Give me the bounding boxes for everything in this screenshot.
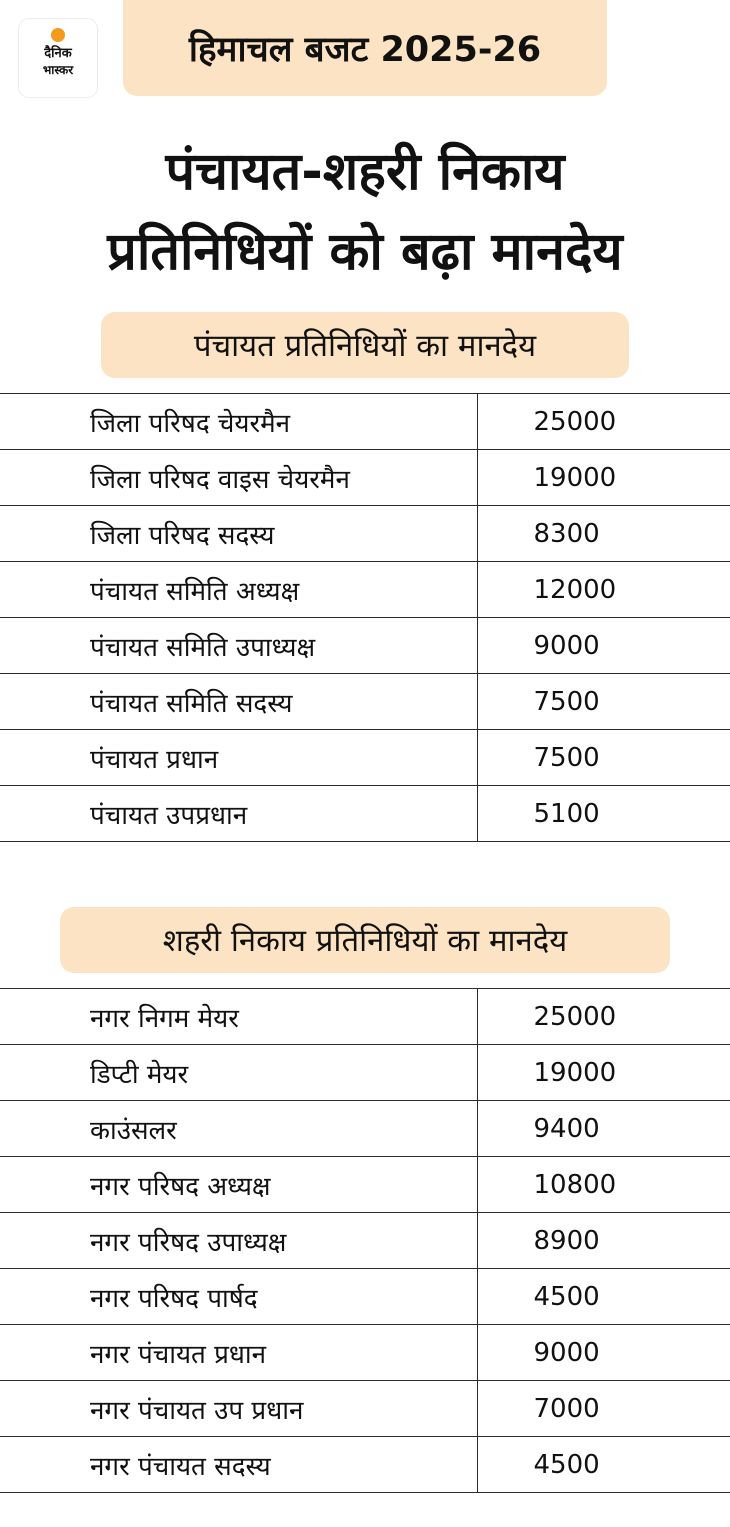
row-value: 8900 [477, 1213, 730, 1269]
row-label: पंचायत समिति सदस्य [0, 674, 477, 730]
row-label: नगर पंचायत उप प्रधान [0, 1381, 477, 1437]
row-value: 10800 [477, 1157, 730, 1213]
row-label: जिला परिषद चेयरमैन [0, 394, 477, 450]
row-label: काउंसलर [0, 1101, 477, 1157]
table-row [0, 989, 730, 1045]
headline [0, 132, 730, 292]
row-value: 7500 [477, 730, 730, 786]
table-row [0, 674, 730, 730]
row-label: पंचायत प्रधान [0, 730, 477, 786]
row-value: 9400 [477, 1101, 730, 1157]
sun-icon [51, 28, 65, 42]
table-row [0, 730, 730, 786]
table-row [0, 1325, 730, 1381]
row-value: 9000 [477, 1325, 730, 1381]
table-row [0, 1269, 730, 1325]
row-label: नगर पंचायत प्रधान [0, 1325, 477, 1381]
row-label: नगर परिषद अध्यक्ष [0, 1157, 477, 1213]
table-row [0, 1101, 730, 1157]
section-title-urban-bodies: शहरी निकाय प्रतिनिधियों का मानदेय [60, 907, 670, 973]
table-row [0, 1213, 730, 1269]
row-value: 8300 [477, 506, 730, 562]
table-row [0, 786, 730, 842]
row-label: नगर परिषद उपाध्यक्ष [0, 1213, 477, 1269]
table-row [0, 618, 730, 674]
row-label: नगर पंचायत सदस्य [0, 1437, 477, 1493]
row-value: 19000 [477, 1045, 730, 1101]
table-row [0, 562, 730, 618]
table-row [0, 1381, 730, 1437]
row-value: 7500 [477, 674, 730, 730]
table-row [0, 1157, 730, 1213]
table-row [0, 450, 730, 506]
logo-text-line1: दैनिक [44, 46, 72, 61]
row-value: 9000 [477, 618, 730, 674]
panchayat-honorarium-table [0, 393, 730, 842]
row-label: नगर निगम मेयर [0, 989, 477, 1045]
budget-tag: हिमाचल बजट 2025-26 [123, 0, 607, 96]
row-label: पंचायत समिति उपाध्यक्ष [0, 618, 477, 674]
row-value: 19000 [477, 450, 730, 506]
row-value: 5100 [477, 786, 730, 842]
row-value: 25000 [477, 394, 730, 450]
urban-bodies-honorarium-table [0, 988, 730, 1493]
headline-line-1: पंचायत-शहरी निकाय [165, 142, 565, 202]
row-value: 4500 [477, 1437, 730, 1493]
row-label: जिला परिषद वाइस चेयरमैन [0, 450, 477, 506]
row-label: पंचायत समिति अध्यक्ष [0, 562, 477, 618]
table-row [0, 506, 730, 562]
section-title-panchayat: पंचायत प्रतिनिधियों का मानदेय [101, 312, 629, 378]
table-row [0, 1437, 730, 1493]
table-row [0, 1045, 730, 1101]
row-label: पंचायत उपप्रधान [0, 786, 477, 842]
row-value: 25000 [477, 989, 730, 1045]
row-value: 7000 [477, 1381, 730, 1437]
row-value: 4500 [477, 1269, 730, 1325]
logo-text-line2: भास्कर [42, 63, 74, 77]
row-label: नगर परिषद पार्षद [0, 1269, 477, 1325]
table-row [0, 394, 730, 450]
brand-logo [19, 19, 97, 97]
headline-line-2: प्रतिनिधियों को बढ़ा मानदेय [107, 222, 623, 282]
row-label: जिला परिषद सदस्य [0, 506, 477, 562]
row-label: डिप्टी मेयर [0, 1045, 477, 1101]
row-value: 12000 [477, 562, 730, 618]
